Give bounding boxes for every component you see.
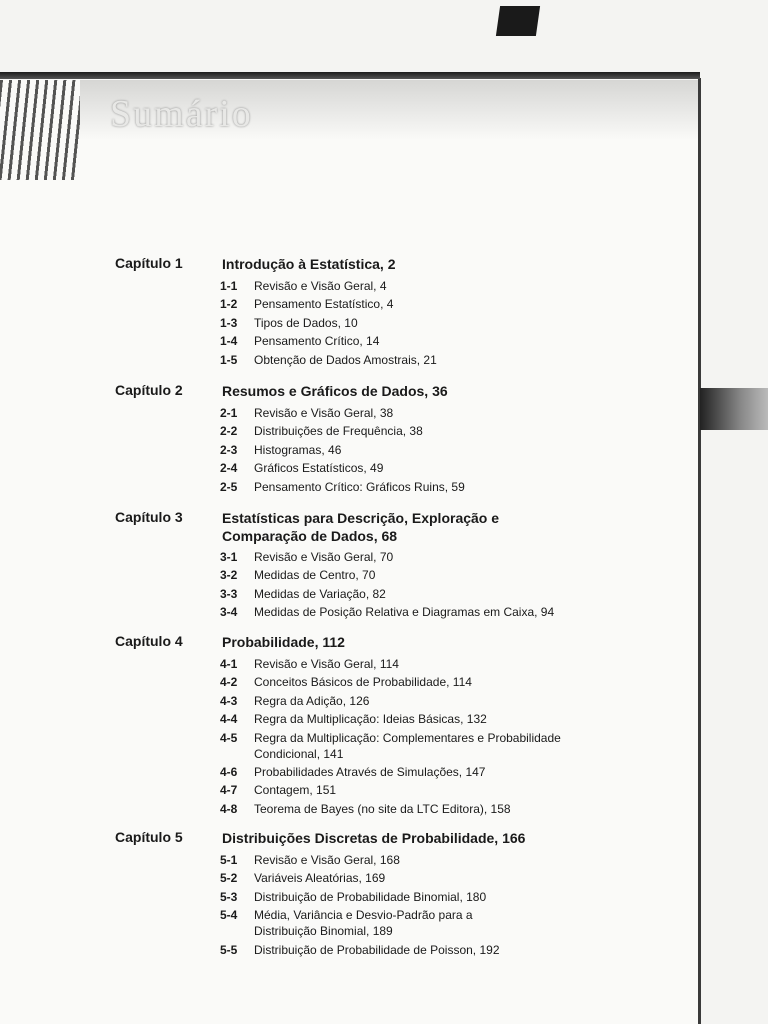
section-title: Gráficos Estatísticos, 49: [254, 461, 384, 476]
section-title: Probabilidades Através de Simulações, 147: [254, 764, 486, 779]
section-title: Contagem, 151: [254, 783, 337, 798]
section-title: Regra da Adição, 126: [254, 693, 370, 708]
chapter-label: Capítulo 4: [115, 633, 183, 649]
section-title: Histogramas, 46: [254, 442, 342, 457]
section-title: Conceitos Básicos de Probabilidade, 114: [254, 675, 472, 690]
section-number: 2-2: [220, 424, 238, 439]
section-number: 4-3: [220, 693, 238, 708]
section-title: Tipos de Dados, 10: [254, 315, 358, 330]
section-title: Regra da Multiplicação: Complementares e Probabilidade Condicional, 141: [254, 730, 561, 761]
section-title: Revisão e Visão Geral, 38: [254, 406, 394, 420]
list-item: [220, 315, 640, 331]
section-number: 3-1: [220, 550, 238, 564]
section-number: 1-5: [220, 352, 238, 367]
section-number: 2-1: [220, 406, 238, 420]
section-number: 1-3: [220, 315, 238, 330]
section-number: 5-2: [220, 871, 238, 886]
corner-print-mark: [496, 6, 540, 36]
section-title: Pensamento Crítico, 14: [254, 334, 380, 349]
chapter-title: Distribuições Discretas de Probabilidade, 166: [222, 830, 526, 846]
section-number: 2-4: [220, 461, 238, 476]
section-number: 2-3: [220, 442, 238, 457]
section-title: Revisão e Visão Geral, 70: [254, 550, 394, 564]
section-number: 2-5: [220, 479, 238, 494]
section-title: Revisão e Visão Geral, 4: [254, 279, 387, 293]
section-number: 4-6: [220, 764, 238, 779]
list-item: [220, 730, 640, 762]
list-item: [220, 479, 640, 495]
section-number: 3-3: [220, 586, 238, 601]
section-title: Medidas de Variação, 82: [254, 586, 386, 601]
section-list: [220, 852, 640, 960]
list-item: [220, 801, 640, 817]
section-number: 5-4: [220, 908, 238, 923]
list-item: [220, 549, 640, 565]
list-item: [220, 764, 640, 780]
list-item: [220, 711, 640, 727]
list-item: [220, 586, 640, 602]
section-list: [220, 656, 640, 819]
section-number: 3-2: [220, 568, 238, 583]
chapter-label: Capítulo 2: [115, 382, 183, 398]
section-title: Variáveis Aleatórias, 169: [254, 871, 386, 886]
section-title: Obtenção de Dados Amostrais, 21: [254, 352, 437, 367]
chapter-label: Capítulo 3: [115, 509, 183, 525]
list-item: [220, 405, 640, 421]
section-number: 3-4: [220, 605, 238, 620]
chapter-title: Estatísticas para Descrição, Exploração e Comparação de Dados, 68: [222, 510, 500, 544]
list-item: [220, 296, 640, 312]
section-title: Regra da Multiplicação: Ideias Básicas, 132: [254, 712, 487, 727]
list-item: [220, 278, 640, 294]
section-number: 1-2: [220, 297, 238, 312]
section-number: 1-1: [220, 279, 238, 293]
section-number: 5-5: [220, 942, 238, 957]
section-number: 1-4: [220, 334, 238, 349]
list-item: [220, 889, 640, 905]
section-title: Medidas de Posição Relativa e Diagramas em Caixa, 94: [254, 605, 555, 620]
section-number: 4-5: [220, 730, 238, 745]
top-rule: [0, 72, 700, 79]
list-item: [220, 352, 640, 368]
list-item: [220, 442, 640, 458]
section-number: 5-3: [220, 889, 238, 904]
list-item: [220, 852, 640, 868]
section-number: 4-2: [220, 675, 238, 690]
list-item: [220, 567, 640, 583]
chapter-title: Introdução à Estatística, 2: [222, 256, 396, 272]
list-item: [220, 870, 640, 886]
list-item: [220, 782, 640, 798]
section-title: Revisão e Visão Geral, 114: [254, 657, 399, 671]
section-list: [220, 278, 640, 370]
section-number: 5-1: [220, 853, 238, 867]
section-title: Média, Variância e Desvio-Padrão para a Distribuição Binomial, 189: [254, 908, 473, 939]
list-item: [220, 656, 640, 672]
section-title: Pensamento Estatístico, 4: [254, 297, 394, 312]
section-title: Distribuição de Probabilidade de Poisson, 192: [254, 942, 500, 957]
section-title: Teorema de Bayes (no site da LTC Editora), 158: [254, 801, 511, 816]
edge-thumb-tab: [700, 388, 768, 430]
section-number: 4-4: [220, 712, 238, 727]
list-item: [220, 674, 640, 690]
section-title: Medidas de Centro, 70: [254, 568, 376, 583]
chapter-label: Capítulo 5: [115, 829, 183, 845]
section-title: Revisão e Visão Geral, 168: [254, 853, 400, 867]
chapter-label: Capítulo 1: [115, 255, 183, 271]
page-heading: Sumário: [110, 93, 253, 135]
list-item: [220, 907, 640, 939]
list-item: [220, 460, 640, 476]
section-list: [220, 405, 640, 497]
header-stripes: [0, 80, 80, 180]
chapter-title: Probabilidade, 112: [222, 634, 345, 650]
chapter-title: Resumos e Gráficos de Dados, 36: [222, 383, 448, 399]
section-list: [220, 549, 640, 623]
section-title: Distribuição de Probabilidade Binomial, 180: [254, 889, 487, 904]
section-number: 4-1: [220, 657, 238, 671]
list-item: [220, 693, 640, 709]
section-number: 4-8: [220, 801, 238, 816]
list-item: [220, 333, 640, 349]
list-item: [220, 423, 640, 439]
list-item: [220, 604, 640, 620]
section-title: Distribuições de Frequência, 38: [254, 424, 423, 439]
list-item: [220, 942, 640, 958]
section-title: Pensamento Crítico: Gráficos Ruins, 59: [254, 479, 465, 494]
section-number: 4-7: [220, 783, 238, 798]
